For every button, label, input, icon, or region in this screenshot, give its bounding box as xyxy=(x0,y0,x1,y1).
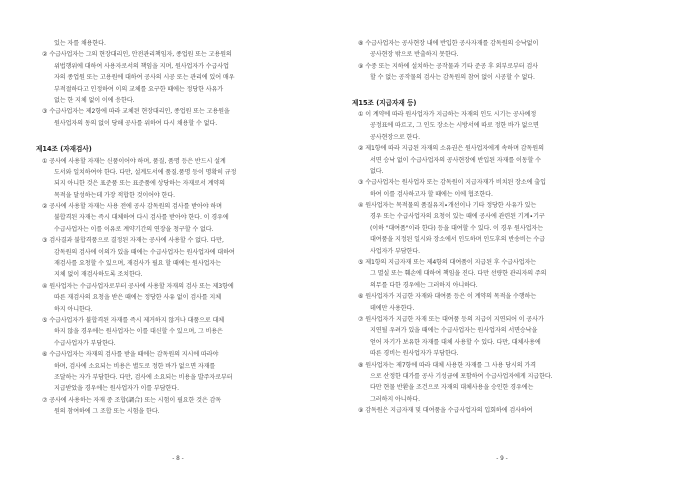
text-line: 대여품을 지정된 일시와 장소에서 인도하며 인도후의 반송비는 수급 xyxy=(370,236,545,244)
text-line: ⑨ 감독원은 지급자재 및 대여품을 수급사업자의 입회하에 검사하여 xyxy=(358,407,533,415)
article-15-heading: 제15조 (지급자재 등) xyxy=(352,98,417,107)
text-line: 수급사업자가 부담한다. xyxy=(54,339,116,347)
left-text-column xyxy=(36,38,326,418)
text-line: 하지 아니한다. xyxy=(54,305,93,313)
text-line: 하며, 검사에 소요되는 비용은 별도로 정한 바가 없으면 자재를 xyxy=(54,362,216,370)
text-line: ⑤ 수급사업자가 불합격된 자재를 즉시 제거하지 않거나 대품으로 대체 xyxy=(42,316,225,324)
text-line: ⑤ 제1항의 지급자재 또는 제4항의 대여품이 지급된 후 수급사업자는 xyxy=(358,259,537,267)
text-line: 따른 경비는 원사업자가 부담한다. xyxy=(370,350,459,358)
text-line: 따른 재검사의 요청을 받은 때에는 정당한 사유 없이 검사를 지체 xyxy=(54,294,221,302)
text-line: 다만 현물 반환을 조건으로 자재의 대체사용을 승인한 경우에는 xyxy=(370,384,534,392)
text-line: 서면 승낙 없이 수급사업자의 공사현장에 반입된 자재를 이동할 수 xyxy=(370,156,541,164)
text-line: 지급받았을 경우에는 원사업자가 이를 부담한다. xyxy=(54,385,179,393)
text-line: 감독원의 검사에 이의가 있을 때에는 수급사업자는 원사업자에 대하여 xyxy=(54,248,235,256)
right-page xyxy=(340,0,680,481)
text-line: ⑦ 원사업자가 지급한 자재 또는 대여품 등의 지급이 지연되어 이 공사가 xyxy=(358,315,544,323)
text-line: ② 수급사업자는 그의 현장대리인, 안전관리책임자, 종업원 또는 고용원의 xyxy=(42,51,232,59)
right-text-column xyxy=(352,38,652,417)
text-line: 데에만 사용한다. xyxy=(370,304,415,312)
text-line: 없다. xyxy=(370,167,384,175)
text-line: 그러하지 아니하다. xyxy=(370,395,420,403)
text-line: 있는 자를 채용한다. xyxy=(54,40,106,47)
article-14-body xyxy=(36,156,326,418)
text-line: 도서와 일치하여야 한다. 다만, 설계도서에 품질․품명 등이 명확히 규정 xyxy=(54,168,237,176)
text-line: ⑥ 원사업자가 지급한 자재와 대여품 등은 이 계약의 목적을 수행하는 xyxy=(358,293,537,301)
text-line: 의무를 다한 경우에는 그러하지 아니하다. xyxy=(370,281,478,289)
text-line: ① 이 계약에 따라 원사업자가 지급하는 자재의 인도 시기는 공사예정 xyxy=(358,110,537,118)
text-line: ⑧ 원사업자는 제7항에 따라 대체 사용한 자재를 그 사용 당시의 가격 xyxy=(358,361,536,369)
text-line: 없는 한 지체 없이 이에 응한다. xyxy=(54,96,135,104)
article-14-heading: 제14조 (자재검사) xyxy=(36,145,92,154)
text-line: 지체 없이 재검사하도록 조치한다. xyxy=(54,271,143,279)
text-line: 공사현장 밖으로 반출하지 못한다. xyxy=(370,51,459,59)
text-line: 부적절하다고 인정하여 이의 교체를 요구한 때에는 정당한 사유가 xyxy=(54,85,224,93)
text-line: ④ 원사업자는 수급사업자로부터 공사에 사용할 자재의 검사 또는 제3항에 xyxy=(42,282,234,290)
text-line: ⑥ 수급사업자는 자재의 검사를 받을 때에는 감독원의 지시에 따라야 xyxy=(42,351,219,359)
text-line: ① 공사에 사용할 자재는 신품이어야 하며, 품질, 품명 등은 반드시 설계 xyxy=(42,157,226,165)
text-line: ② 제1항에 따라 지급된 자재의 소유권은 원사업자에게 속하며 감독원의 xyxy=(358,145,544,153)
text-line: 사업자가 부담한다. xyxy=(370,247,420,255)
text-line: 자의 종업원 또는 고용원에 대하여 공사의 시공 또는 관리에 있어 매우 xyxy=(54,74,235,82)
text-line: ⑨ 수중 또는 지하에 설치하는 공작물과 기타 준공 후 외부로부터 검사 xyxy=(358,62,538,70)
article-13-continuation xyxy=(36,38,326,129)
article-15-body xyxy=(352,109,652,417)
text-line: 하여 이를 검사하고자 할 때에는 이에 협조한다. xyxy=(370,190,493,198)
text-line: 조달하는 자가 부담한다. 다만, 검사에 소요되는 비용을 발주자로부터 xyxy=(54,373,233,381)
page-number-right: - 9 - xyxy=(496,456,508,462)
article-14-continuation xyxy=(352,38,652,84)
text-line: 불합격된 자재는 즉시 대체하여 다시 검사를 받아야 한다. 이 경우에 xyxy=(54,214,229,222)
text-line: ⑦ 공사에 사용하는 자재 중 조합(調合) 또는 시험이 필요한 것은 감독 xyxy=(42,396,222,404)
text-line: 으로 산정한 대가를 공사 기성금에 포함하여 수급사업자에게 지급한다. xyxy=(370,372,553,380)
text-line: 수급사업자는 이를 이유로 계약기간의 연장을 청구할 수 없다. xyxy=(54,225,214,233)
text-line: (이하 "대여품"이라 한다) 등을 대여할 수 있다. 이 경우 원사업자는 xyxy=(370,224,543,232)
text-line: 목적을 달성하는데 가장 적합한 것이어야 한다. xyxy=(54,191,175,199)
text-line: ③ 수급사업자는 제2항에 따라 교체된 현장대리인, 종업원 또는 고용원을 xyxy=(42,108,230,116)
text-line: 경우 또는 수급사업자의 요청이 있는 때에 공사에 관련된 기계∙기구 xyxy=(370,213,545,221)
text-line: ⑧ 수급사업자는 공사현장 내에 반입한 공사자재를 감독원의 승낙없이 xyxy=(358,40,539,47)
text-line: ④ 원사업자는 목적물의 품질유지∙개선이나 기타 정당한 사유가 있는 xyxy=(358,202,537,210)
text-line: ③ 수급사업자는 원사업자 또는 감독원이 지급자재가 비치된 장소에 출입 xyxy=(358,179,546,187)
page-number-left: - 8 - xyxy=(172,456,184,462)
text-line: 하지 않을 경우에는 원사업자는 이를 대신할 수 있으며, 그 비용은 xyxy=(54,328,223,336)
text-line: 원사업자의 동의 없이 당해 공사를 위하여 다시 채용할 수 없다. xyxy=(54,119,218,127)
text-line: 재검사를 요청할 수 있으며, 재검사가 필요 할 때에는 원사업자는 xyxy=(54,260,221,268)
text-line: 할 수 없는 공작물의 검사는 감독원의 참여 없이 시공할 수 없다. xyxy=(370,74,535,82)
text-line: ② 공사에 사용할 자재는 사용 전에 공사 감독원의 검사를 받아야 하며 xyxy=(42,203,222,211)
text-line: 지연될 우려가 있을 때에는 수급사업자는 원사업자의 서면승낙을 xyxy=(370,327,538,335)
text-line: 그 멸실 또는 훼손에 대하여 책임을 진다. 다만 선량한 관리자의 주의 xyxy=(370,270,547,278)
text-line: ③ 검사결과 불합격품으로 결정된 자재는 공사에 사용할 수 없다. 다만, xyxy=(42,237,224,245)
text-line: 되지 아니한 것은 표준품 또는 표준품에 상당하는 자재로서 계약의 xyxy=(54,180,225,188)
text-line: 위법행위에 대하여 사용자로서의 책임을 지며, 원사업자가 수급사업 xyxy=(54,62,229,70)
text-line: 얻어 자기가 보유한 자재를 대체 사용할 수 있다. 다만, 대체사용에 xyxy=(370,338,541,346)
text-line: 공사현장으로 한다. xyxy=(370,133,420,141)
text-line: 공정표에 따르고, 그 인도 장소는 시방서에 따로 정한 바가 없으면 xyxy=(370,122,539,130)
text-line: 원의 참여하에 그 조합 또는 시험을 한다. xyxy=(54,408,160,416)
